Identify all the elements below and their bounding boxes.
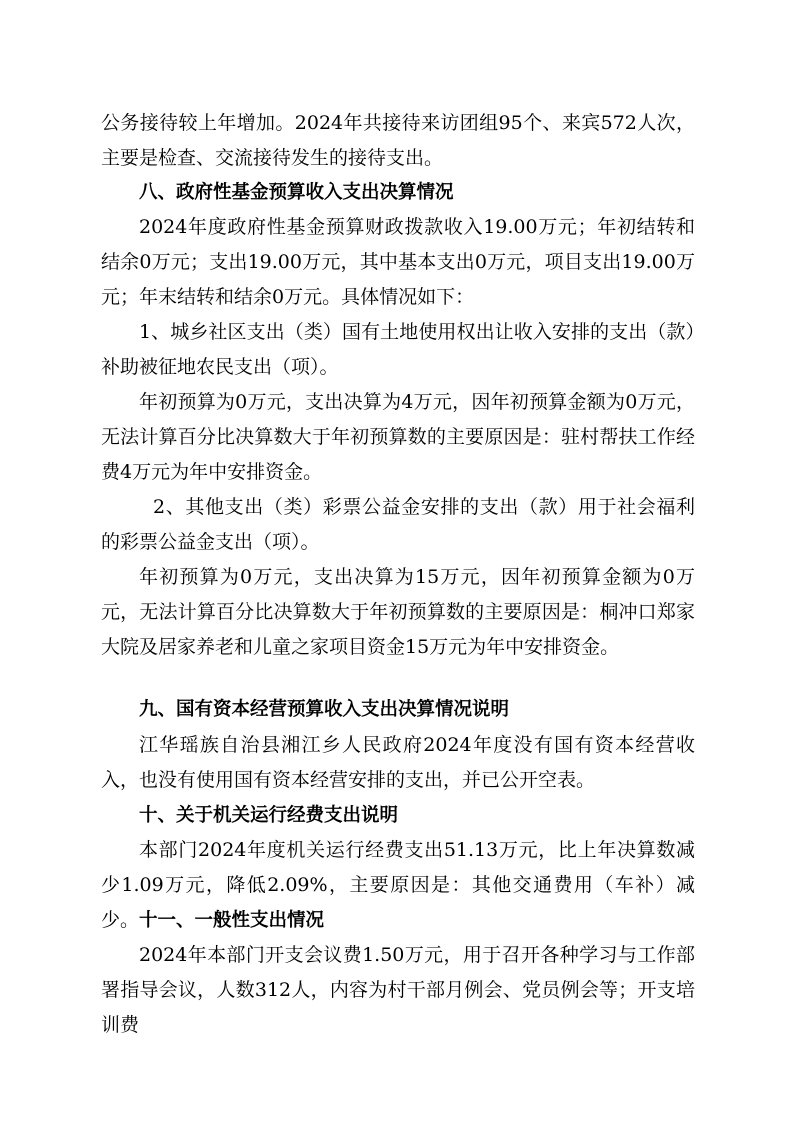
heading-section-9: 九、国有资本经营预算收入支出决算情况说明 (139, 699, 510, 720)
paragraph-state-capital: 江华瑶族自治县湘江乡人民政府2024年度没有国有资本经营收入，也没有使用国有资本经营安排的支出，并已公开空表。 (101, 734, 695, 791)
paragraph-item-2-detail: 年初预算为0万元，支出决算为15万元，因年初预算金额为0万元，无法计算百分比决算数大于年初预算数的主要原因是：桐冲口郑家大院及居家养老和儿童之家项目资金15万元为年中安排资金。 (101, 566, 695, 658)
heading-section-10: 十、关于机关运行经费支出说明 (139, 805, 399, 826)
paragraph-item-2-title: 2、其他支出（类）彩票公益金安排的支出（款）用于社会福利的彩票公益金支出（项）。 (101, 496, 695, 553)
heading-section-11: 十一、一般性支出情况 (139, 910, 325, 931)
paragraph-government-fund-overview: 2024年度政府性基金预算财政拨款收入19.00万元；年初结转和结余0万元；支出19.00万元，其中基本支出0万元，项目支出19.00万元；年末结转和结余0万元。具体情况如下： (101, 216, 695, 308)
paragraph-reception-summary: 公务接待较上年增加。2024年共接待来访团组95个、来宾572人次，主要是检查、交流接待发生的接待支出。 (101, 112, 695, 169)
paragraph-general-expenses: 2024年本部门开支会议费1.50万元，用于召开各种学习与工作部署指导会议，人数312人，内容为村干部月例会、党员例会等；开支培训费 (101, 944, 695, 1036)
paragraph-item-1-title: 1、城乡社区支出（类）国有土地使用权出让收入安排的支出（款）补助被征地农民支出（项）。 (101, 321, 695, 378)
paragraph-item-1-detail: 年初预算为0万元，支出决算为4万元，因年初预算金额为0万元，无法计算百分比决算数大于年初预算数的主要原因是：驻村帮扶工作经费4万元为年中安排资金。 (101, 391, 695, 483)
heading-section-8: 八、政府性基金预算收入支出决算情况 (139, 182, 454, 203)
paragraph-operating-expenses: 本部门2024年度机关运行经费支出51.13万元，比上年决算数减少1.09万元，降低2.09%，主要原因是：其他交通费用（车补）减少。 (101, 839, 695, 931)
